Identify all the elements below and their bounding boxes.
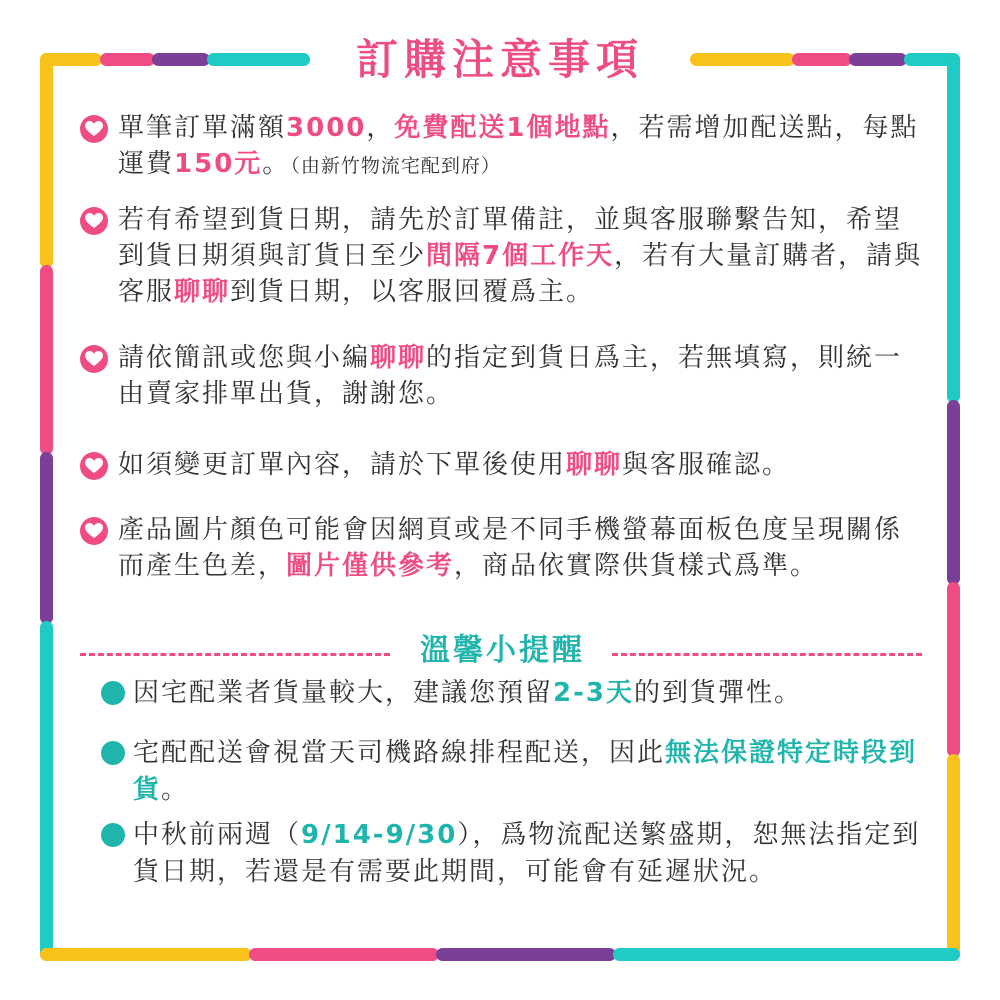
reminder-text: 。 [161, 775, 190, 805]
highlight-text: 免費配送1個地點 [394, 113, 611, 143]
frame-segment [100, 53, 155, 66]
reminder-item [133, 735, 923, 809]
reminder-text: 因宅配業者貨量較大，建議您預留 [133, 678, 554, 708]
frame-segment [690, 53, 795, 66]
notice-text: 若有希望到貨日期，請先於訂單備註，並與客服聯繫告知，希望到貨日期須與訂貨日至少 [118, 205, 903, 271]
frame-segment [792, 53, 852, 66]
frame-segment [947, 754, 960, 961]
highlight-text: 2-3天 [553, 678, 634, 708]
highlight-text: 圖片僅供參考 [286, 551, 455, 581]
highlight-text: 聊聊 [566, 450, 623, 480]
frame-segment [249, 948, 439, 961]
frame-segment [40, 265, 53, 455]
frame-segment [40, 452, 53, 624]
page-title: 訂購注意事項 [355, 35, 644, 84]
notice-text: 如須變更訂單內容，請於下單後使用 [118, 450, 567, 480]
frame-segment [40, 621, 53, 961]
frame-segment [152, 53, 210, 66]
dashed-divider-left [80, 653, 390, 656]
highlight-text: 150元 [174, 149, 263, 179]
heart-icon [80, 517, 108, 545]
bullet-dot-icon [101, 681, 125, 705]
reminder-text: ），爲物流配送繁盛期，恕無法指定到貨日期，若還是有需要此期間，可能會有延遲狀況。 [133, 820, 921, 887]
dashed-divider-right [612, 653, 922, 656]
reminder-title: 溫馨小提醒 [420, 633, 585, 668]
highlight-text: 3000 [286, 113, 367, 143]
frame-segment [947, 53, 960, 403]
notice-text: 單筆訂單滿額 [118, 113, 287, 143]
heart-icon [80, 345, 108, 373]
notice-text: ， [366, 113, 395, 143]
highlight-text: 9/14-9/30 [301, 820, 458, 850]
notice-item [118, 512, 928, 584]
highlight-text: 聊聊 [370, 343, 427, 373]
notice-text: 的指定到貨日爲主，若無填寫，則統一由賣家排單出貨，謝謝您。 [118, 343, 903, 409]
notice-item [118, 447, 928, 483]
frame-segment [947, 582, 960, 757]
notice-item [118, 110, 928, 184]
notice-text: ，若有大量訂購者，請與客服 [118, 241, 923, 307]
reminder-item [133, 675, 923, 712]
notice-text: ，若需增加配送點，每點運費 [118, 113, 919, 179]
reminder-item [133, 817, 923, 891]
heart-icon [80, 207, 108, 235]
highlight-text: 聊聊 [174, 277, 231, 307]
frame-segment [613, 948, 960, 961]
frame-segment [207, 53, 310, 66]
notice-text: 。 [262, 149, 291, 179]
bullet-dot-icon [101, 823, 125, 847]
heart-icon [80, 452, 108, 480]
frame-segment [40, 53, 53, 268]
frame-segment [947, 400, 960, 585]
notice-text: 與客服確認。 [622, 450, 791, 480]
frame-segment [849, 53, 907, 66]
reminder-text: 的到貨彈性。 [634, 678, 803, 708]
notice-text: 請依簡訊或您與小編 [118, 343, 371, 373]
notice-text: 到貨日期，以客服回覆爲主。 [230, 277, 595, 307]
notice-item [118, 202, 928, 310]
reminder-text: 中秋前兩週（ [133, 820, 302, 850]
delivery-note: （由新竹物流宅配到府） [290, 155, 501, 177]
bullet-dot-icon [101, 741, 125, 765]
notice-item [118, 340, 928, 412]
frame-segment [436, 948, 616, 961]
heart-icon [80, 115, 108, 143]
notice-text: 產品圖片顏色可能會因網頁或是不同手機螢幕面板色度呈現關係而產生色差， [118, 515, 903, 581]
highlight-text: 無法保證特定時段到貨 [133, 738, 918, 805]
highlight-text: 間隔7個工作天 [426, 241, 615, 271]
notice-text: ，商品依實際供貨樣式爲準。 [454, 551, 819, 581]
reminder-text: 宅配配送會視當天司機路線排程配送，因此 [133, 738, 666, 768]
frame-segment [40, 948, 252, 961]
